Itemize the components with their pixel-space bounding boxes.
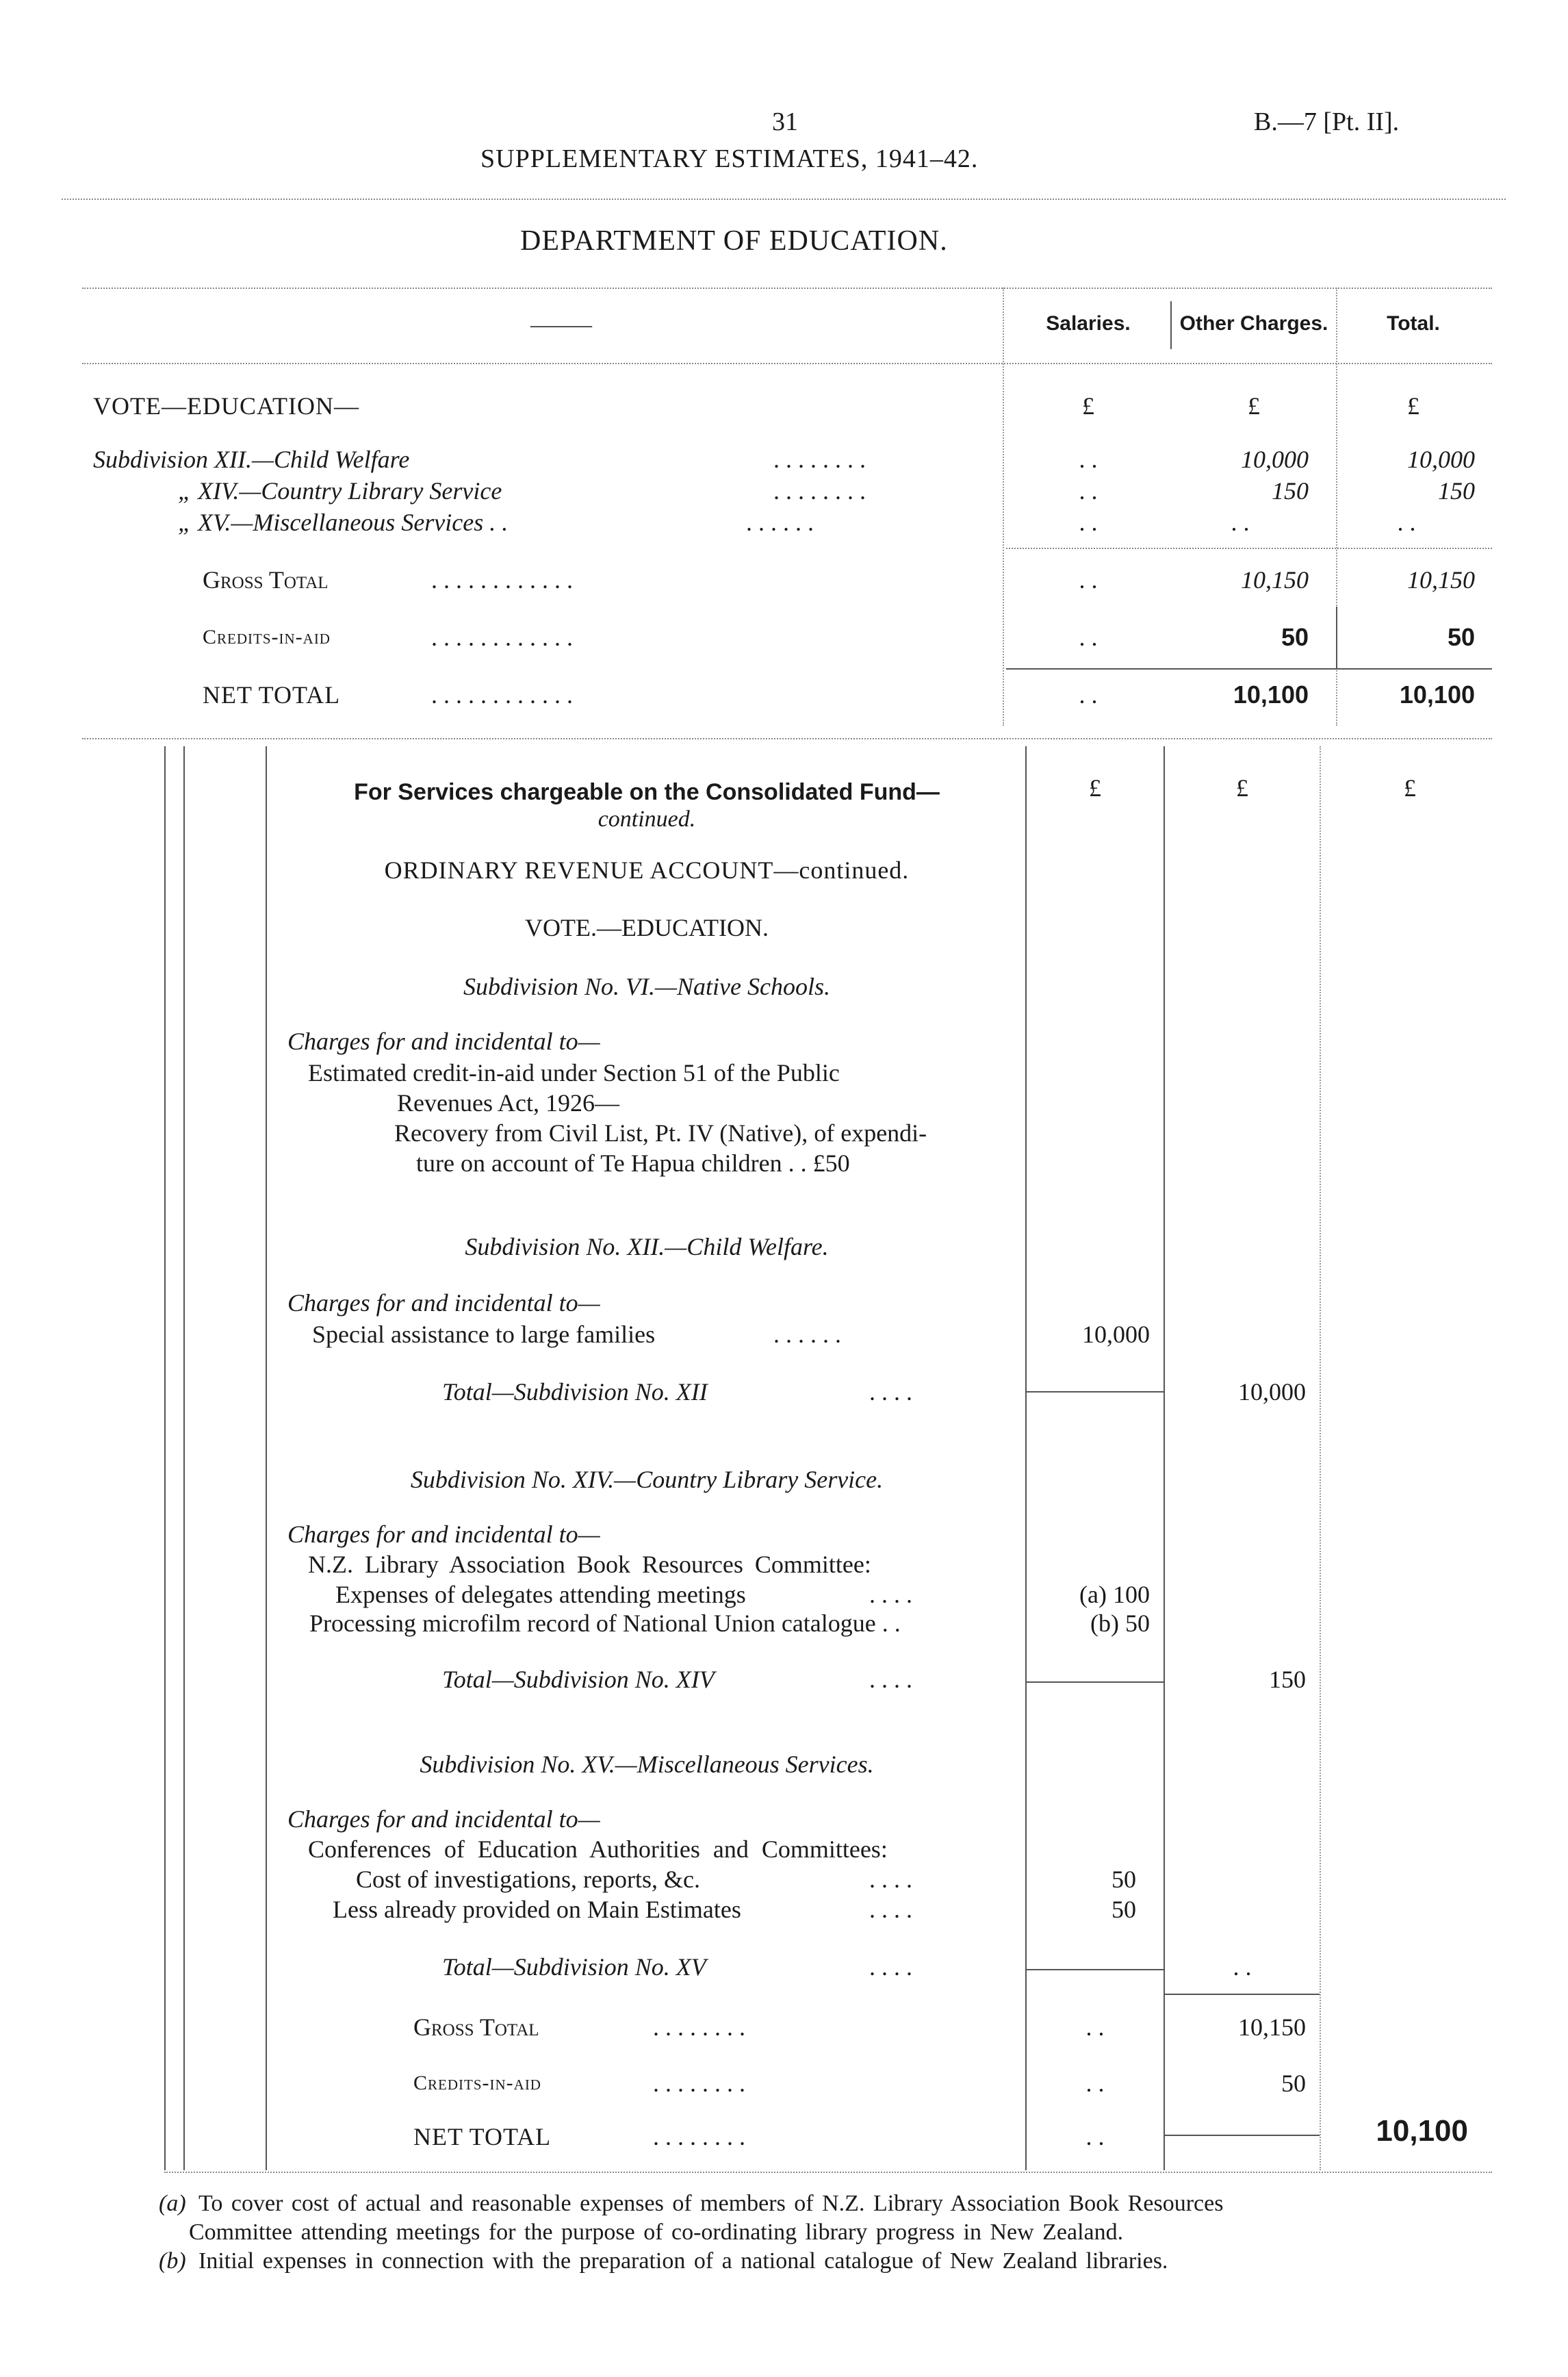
summary-gross-total: 10,150 bbox=[1407, 566, 1475, 594]
summary-net-other: 10,100 bbox=[1233, 681, 1309, 709]
summary-row-total: . . bbox=[1397, 509, 1416, 536]
sub6-line2: Revenues Act, 1926— bbox=[397, 1089, 619, 1117]
footnote-a-marker: (a) bbox=[159, 2191, 186, 2216]
summary-row-other: 10,000 bbox=[1241, 446, 1309, 473]
sub14-subtotal-rule bbox=[1027, 1681, 1164, 1683]
summary-row-total: 10,000 bbox=[1407, 446, 1475, 473]
detail-net-label: NET TOTAL bbox=[413, 2123, 552, 2150]
summary-header-salaries: Salaries. bbox=[1046, 312, 1131, 335]
summary-gross-label: Gross Total bbox=[203, 566, 329, 594]
sub12-item-amount: 10,000 bbox=[1082, 1321, 1150, 1348]
sub12-title: Subdivision No. XII.—Child Welfare. bbox=[465, 1233, 829, 1260]
summary-gross-other: 10,150 bbox=[1241, 566, 1309, 594]
detail-heading-line2: continued. bbox=[597, 806, 696, 832]
sub14-total-leaders: . . . . bbox=[869, 1666, 912, 1693]
summary-col-sep-3b bbox=[1336, 607, 1337, 668]
summary-credits-label: Credits-in-aid bbox=[203, 626, 331, 648]
detail-bottom-rule bbox=[164, 2172, 1492, 2173]
summary-col-sep-1 bbox=[1003, 288, 1004, 726]
sub15-item-b-amount: 50 bbox=[1111, 1896, 1136, 1923]
footnote-a-line1: To cover cost of actual and reasonable expenses of members of N.Z. Library Association Book Resources bbox=[198, 2191, 1224, 2216]
detail-col-sep-3 bbox=[1320, 746, 1321, 2170]
sub12-subtotal-rule bbox=[1027, 1391, 1164, 1393]
summary-vote-label: VOTE—EDUCATION— bbox=[93, 392, 359, 420]
sub15-item-a: Cost of investigations, reports, &c. bbox=[356, 1866, 700, 1893]
summary-net-label: NET TOTAL bbox=[203, 681, 341, 709]
sub14-charges: Charges for and incidental to— bbox=[287, 1521, 600, 1548]
summary-row-leaders: . . . . . . . . bbox=[773, 477, 866, 505]
footnote-a-line2: Committee attending meetings for the purpose of co-ordinating library progress in New Zealand. bbox=[189, 2220, 1124, 2245]
sub15-title: Subdivision No. XV.—Miscellaneous Services. bbox=[420, 1751, 874, 1778]
sub15-item-b: Less already provided on Main Estimates bbox=[333, 1896, 741, 1923]
summary-blank-header: ——— bbox=[530, 314, 592, 336]
sub6-line3: Recovery from Civil List, Pt. IV (Native), of expendi- bbox=[394, 1119, 927, 1147]
summary-net-salaries: . . bbox=[1079, 681, 1098, 709]
summary-header-other: Other Charges. bbox=[1179, 312, 1328, 335]
summary-row-salaries: . . bbox=[1079, 477, 1098, 505]
footnote-b-line1: Initial expenses in connection with the preparation of a national catalogue of New Zealand libraries. bbox=[198, 2248, 1168, 2274]
sub12-total-amount: 10,000 bbox=[1238, 1378, 1306, 1406]
sub12-charges: Charges for and incidental to— bbox=[287, 1289, 600, 1317]
sub15-subtotal-rule bbox=[1027, 1969, 1164, 1970]
sub15-total-amount: . . bbox=[1233, 1953, 1252, 1981]
sub12-total-label: Total—Subdivision No. XII bbox=[442, 1378, 708, 1406]
detail-credits-c1: . . bbox=[1085, 2070, 1105, 2097]
detail-col-sep-1 bbox=[1025, 746, 1027, 2170]
sub12-total-leaders: . . . . bbox=[869, 1378, 912, 1406]
detail-gross-label: Gross Total bbox=[413, 2013, 539, 2041]
page-reference: B.—7 [Pt. II]. bbox=[1254, 107, 1400, 136]
page-number: 31 bbox=[772, 107, 798, 136]
sub14-line1: N.Z. Library Association Book Resources Committee: bbox=[308, 1551, 871, 1578]
sub6-line4: ture on account of Te Hapua children . . £50 bbox=[416, 1149, 850, 1177]
page-title: SUPPLEMENTARY ESTIMATES, 1941–42. bbox=[480, 144, 979, 173]
summary-credits-leaders: . . . . . . . . . . . . bbox=[431, 624, 573, 651]
detail-gross-c2: 10,150 bbox=[1238, 2013, 1306, 2041]
detail-credits-leaders: . . . . . . . . bbox=[653, 2070, 745, 2097]
detail-gross-c1: . . bbox=[1085, 2013, 1105, 2041]
detail-net-rule bbox=[1165, 2135, 1320, 2136]
summary-row-salaries: . . bbox=[1079, 509, 1098, 536]
summary-net-rule bbox=[1006, 668, 1492, 670]
sub15-charges: Charges for and incidental to— bbox=[287, 1805, 600, 1833]
sub14-total-label: Total—Subdivision No. XIV bbox=[442, 1666, 715, 1693]
summary-net-total: 10,100 bbox=[1399, 681, 1475, 709]
summary-rule bbox=[1006, 548, 1492, 549]
summary-credits-other: 50 bbox=[1281, 623, 1309, 651]
sub14-item-a-amount: (a) 100 bbox=[1079, 1581, 1150, 1608]
sub14-item-b-amount: (b) 50 bbox=[1090, 1610, 1150, 1637]
sub6-line1: Estimated credit-in-aid under Section 51 of the Public bbox=[308, 1059, 840, 1086]
sub6-charges: Charges for and incidental to— bbox=[287, 1028, 600, 1055]
detail-left-border-3 bbox=[266, 746, 267, 2170]
sub15-total-leaders: . . . . bbox=[869, 1953, 912, 1981]
summary-top-rule bbox=[82, 288, 1492, 289]
summary-credits-salaries: . . bbox=[1079, 624, 1098, 651]
sub15-item-a-amount: 50 bbox=[1111, 1866, 1136, 1893]
summary-row-label: Subdivision XII.—Child Welfare bbox=[93, 446, 410, 473]
summary-header-total: Total. bbox=[1387, 312, 1440, 335]
summary-row-leaders: . . . . . . bbox=[746, 509, 814, 536]
detail-currency-1: £ bbox=[1089, 774, 1101, 802]
sub12-item: Special assistance to large families bbox=[312, 1321, 656, 1348]
summary-row-label: „ XV.—Miscellaneous Services . . bbox=[178, 509, 509, 536]
summary-credits-total: 50 bbox=[1447, 623, 1475, 651]
sub14-total-amount: 150 bbox=[1269, 1666, 1306, 1693]
detail-account-heading: ORDINARY REVENUE ACCOUNT—continued. bbox=[384, 856, 910, 884]
detail-vote-heading: VOTE.—EDUCATION. bbox=[525, 914, 769, 941]
detail-net-total: 10,100 bbox=[1376, 2114, 1468, 2148]
summary-row-other: . . bbox=[1231, 509, 1250, 536]
summary-net-leaders: . . . . . . . . . . . . bbox=[431, 681, 573, 709]
sub12-item-leaders: . . . . . . bbox=[773, 1321, 841, 1348]
sub15-total-label: Total—Subdivision No. XV bbox=[442, 1953, 706, 1981]
sub14-item-b: Processing microfilm record of National Union catalogue . . bbox=[309, 1610, 901, 1637]
detail-currency-3: £ bbox=[1404, 774, 1416, 802]
summary-row-total: 150 bbox=[1438, 477, 1475, 505]
detail-currency-2: £ bbox=[1236, 774, 1248, 802]
sub15-item-b-leaders: . . . . bbox=[869, 1896, 912, 1923]
sub15-line1: Conferences of Education Authorities and Committees: bbox=[308, 1835, 888, 1863]
sub14-item-a-leaders: . . . . bbox=[869, 1581, 912, 1608]
sub14-title: Subdivision No. XIV.—Country Library Service. bbox=[410, 1466, 884, 1493]
summary-gross-salaries: . . bbox=[1079, 566, 1098, 594]
summary-row-label: „ XIV.—Country Library Service bbox=[178, 477, 502, 505]
detail-left-border-1 bbox=[164, 746, 166, 2170]
sub15-item-a-leaders: . . . . bbox=[869, 1866, 912, 1893]
summary-row-leaders: . . . . . . . . bbox=[773, 446, 866, 473]
department-title: DEPARTMENT OF EDUCATION. bbox=[520, 225, 948, 257]
detail-left-border-2 bbox=[183, 746, 185, 2170]
detail-net-c1: . . bbox=[1085, 2123, 1105, 2150]
sub14-item-a: Expenses of delegates attending meetings bbox=[335, 1581, 746, 1608]
detail-gross-rule bbox=[1165, 1994, 1320, 1995]
summary-header-rule bbox=[82, 363, 1492, 364]
sub6-title: Subdivision No. VI.—Native Schools. bbox=[463, 973, 830, 1000]
footnote-b-marker: (b) bbox=[159, 2248, 186, 2274]
detail-heading-line1: For Services chargeable on the Consolidated Fund— bbox=[354, 779, 940, 805]
summary-gross-leaders: . . . . . . . . . . . . bbox=[431, 566, 573, 594]
summary-currency-total: £ bbox=[1407, 392, 1419, 420]
summary-row-salaries: . . bbox=[1079, 446, 1098, 473]
detail-net-leaders: . . . . . . . . bbox=[653, 2123, 745, 2150]
summary-currency-other: £ bbox=[1248, 392, 1260, 420]
header-rule bbox=[62, 199, 1506, 200]
summary-row-other: 150 bbox=[1272, 477, 1309, 505]
detail-gross-leaders: . . . . . . . . bbox=[653, 2013, 745, 2041]
summary-currency-salaries: £ bbox=[1082, 392, 1094, 420]
summary-bottom-rule bbox=[82, 738, 1492, 739]
detail-credits-c2: 50 bbox=[1281, 2070, 1306, 2097]
detail-credits-label: Credits-in-aid bbox=[413, 2072, 541, 2094]
